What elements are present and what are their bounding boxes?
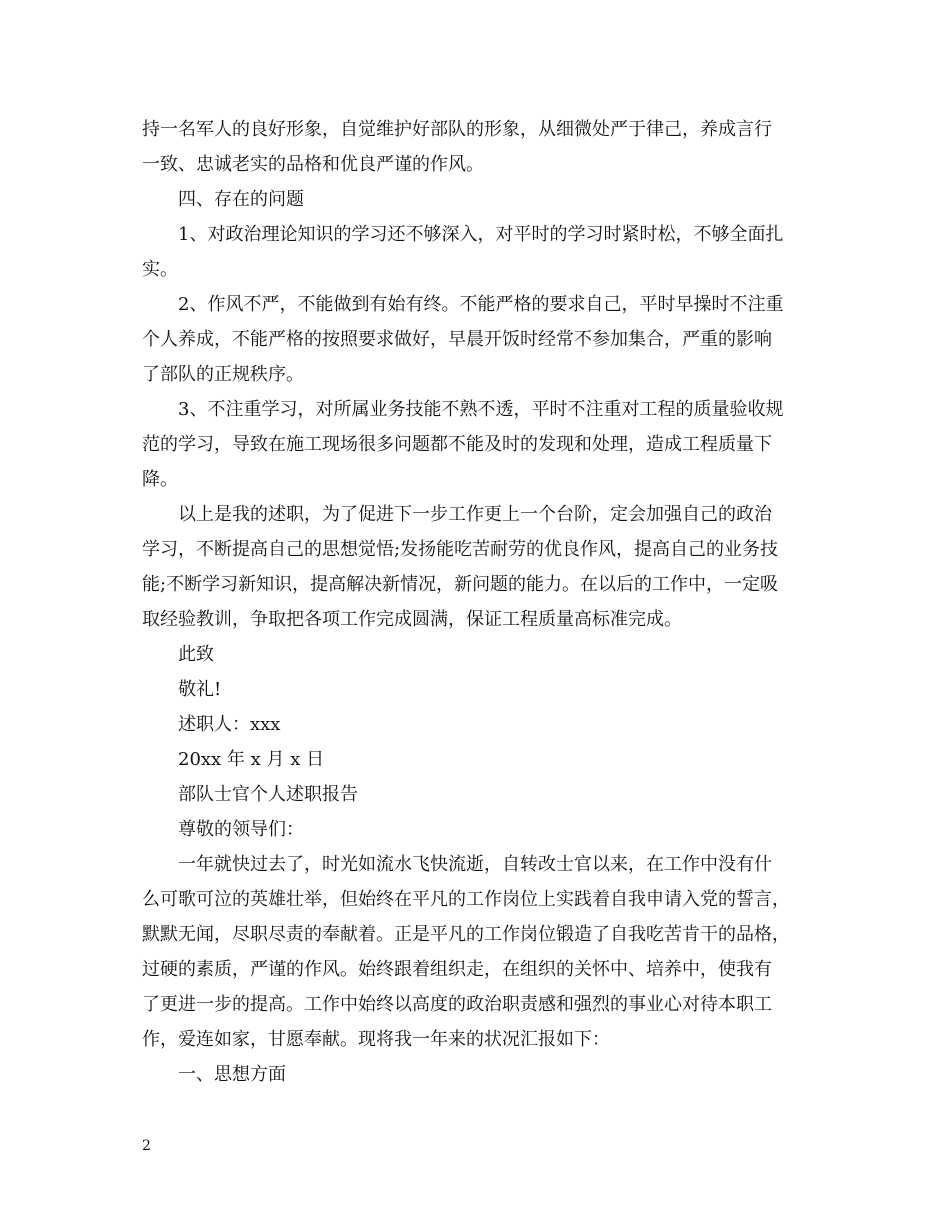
conclusion-paragraph bbox=[142, 497, 812, 637]
text-line: 学习，不断提高自己的思想觉悟;发扬能吃苦耐劳的优良作风，提高自己的业务技 bbox=[142, 539, 779, 560]
text-line: 取经验教训，争取把各项工作完成圆满，保证工程质量高标准完成。 bbox=[142, 609, 682, 630]
text-line: 此致 bbox=[178, 644, 214, 665]
text-line: 能;不断学习新知识，提高解决新情况，新问题的能力。在以后的工作中，一定吸 bbox=[142, 574, 779, 595]
text-line: 述职人：xxx bbox=[178, 714, 281, 735]
closing-salutation bbox=[142, 637, 812, 672]
text-line: 以上是我的述职，为了促进下一步工作更上一个台阶，定会加强自己的政治 bbox=[178, 504, 772, 525]
section-heading-thought bbox=[142, 1057, 812, 1092]
greeting bbox=[142, 812, 812, 847]
text-line: 一、思想方面 bbox=[178, 1064, 286, 1085]
closing-regards bbox=[142, 672, 812, 707]
text-line: 实。 bbox=[142, 259, 178, 280]
problem-item-2 bbox=[142, 287, 812, 392]
text-line: 么可歌可泣的英雄壮举，但始终在平凡的工作岗位上实践着自我申请入党的誓言， bbox=[142, 889, 790, 910]
text-line: 范的学习，导致在施工现场很多问题都不能及时的发现和处理，造成工程质量下 bbox=[142, 434, 772, 455]
date-line bbox=[142, 742, 812, 777]
signature-line bbox=[142, 707, 812, 742]
text-line: 降。 bbox=[142, 469, 178, 490]
text-line: 默默无闻，尽职尽责的奉献着。正是平凡的工作岗位锻造了自我吃苦肯干的品格， bbox=[142, 924, 790, 945]
text-line: 3、不注重学习，对所属业务技能不熟不透，平时不注重对工程的质量验收规 bbox=[178, 399, 784, 420]
section-heading-problems bbox=[142, 182, 812, 217]
text-line: 2、作风不严，不能做到有始有终。不能严格的要求自己，平时早操时不注重 bbox=[178, 294, 784, 315]
text-line: 四、存在的问题 bbox=[178, 189, 304, 210]
text-line: 过硬的素质，严谨的作风。始终跟着组织走，在组织的关怀中、培养中，使我有 bbox=[142, 959, 772, 980]
text-line: 20xx 年 x 月 x 日 bbox=[178, 749, 325, 770]
text-line: 一年就快过去了，时光如流水飞快流逝，自转改士官以来，在工作中没有什 bbox=[178, 854, 772, 875]
problem-item-1 bbox=[142, 217, 812, 287]
document-body bbox=[142, 112, 812, 1092]
text-line: 了部队的正规秩序。 bbox=[142, 364, 304, 385]
text-line: 尊敬的领导们： bbox=[178, 819, 304, 840]
text-line: 部队士官个人述职报告 bbox=[178, 784, 358, 805]
text-line: 1、对政治理论知识的学习还不够深入，对平时的学习时紧时松，不够全面扎 bbox=[178, 224, 784, 245]
text-line: 了更进一步的提高。工作中始终以高度的政治职责感和强烈的事业心对待本职工 bbox=[142, 994, 772, 1015]
page-number: 2 bbox=[142, 1138, 151, 1154]
paragraph-continued bbox=[142, 112, 812, 182]
text-line: 个人养成，不能严格的按照要求做好，早晨开饭时经常不参加集合，严重的影响 bbox=[142, 329, 772, 350]
intro-paragraph bbox=[142, 847, 812, 1057]
text-line: 作，爱连如家，甘愿奉献。现将我一年来的状况汇报如下： bbox=[142, 1029, 610, 1050]
document-title bbox=[142, 777, 812, 812]
text-line: 敬礼! bbox=[178, 679, 222, 700]
text-line: 持一名军人的良好形象，自觉维护好部队的形象，从细微处严于律己，养成言行 bbox=[142, 119, 772, 140]
text-line: 一致、忠诚老实的品格和优良严谨的作风。 bbox=[142, 154, 484, 175]
problem-item-3 bbox=[142, 392, 812, 497]
